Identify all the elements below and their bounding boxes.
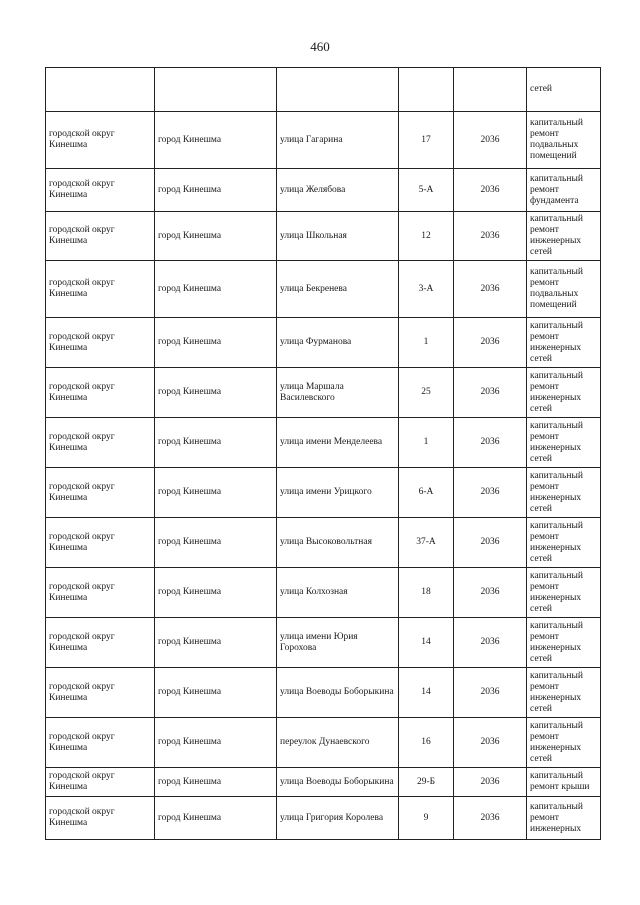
municipality-cell: городской округ Кинешма bbox=[46, 797, 155, 840]
locality-cell: город Кинешма bbox=[155, 768, 277, 797]
house-number-cell: 12 bbox=[399, 212, 454, 261]
municipality-cell: городской округ Кинешма bbox=[46, 468, 155, 518]
work-type-cell: сетей bbox=[527, 68, 601, 112]
municipality-cell: городской округ Кинешма bbox=[46, 768, 155, 797]
locality-cell: город Кинешма bbox=[155, 518, 277, 568]
table-row bbox=[46, 468, 601, 518]
municipality-cell: городской округ Кинешма bbox=[46, 368, 155, 418]
municipality-cell: городской округ Кинешма bbox=[46, 169, 155, 212]
house-number-cell: 1 bbox=[399, 418, 454, 468]
year-cell: 2036 bbox=[454, 368, 527, 418]
locality-cell: город Кинешма bbox=[155, 568, 277, 618]
municipality-cell: городской округ Кинешма bbox=[46, 518, 155, 568]
street-cell: улица Воеводы Боборыкина bbox=[277, 768, 399, 797]
table-row bbox=[46, 261, 601, 318]
work-type-cell: капитальный ремонт инженерных сетей bbox=[527, 668, 601, 718]
street-cell: улица Маршала Василевского bbox=[277, 368, 399, 418]
street-cell: улица Желябова bbox=[277, 169, 399, 212]
locality-cell: город Кинешма bbox=[155, 112, 277, 169]
work-type-cell: капитальный ремонт инженерных сетей bbox=[527, 212, 601, 261]
page-number: 460 bbox=[310, 39, 330, 54]
table-row-continuation bbox=[46, 68, 601, 112]
work-type-cell: капитальный ремонт инженерных сетей bbox=[527, 318, 601, 368]
work-type-cell: капитальный ремонт инженерных сетей bbox=[527, 468, 601, 518]
street-cell: улица Фурманова bbox=[277, 318, 399, 368]
year-cell: 2036 bbox=[454, 618, 527, 668]
street-cell: улица Бекренева bbox=[277, 261, 399, 318]
work-type-cell: капитальный ремонт инженерных сетей bbox=[527, 718, 601, 768]
table-row bbox=[46, 568, 601, 618]
house-number-cell: 3-А bbox=[399, 261, 454, 318]
street-cell: улица Колхозная bbox=[277, 568, 399, 618]
locality-cell: город Кинешма bbox=[155, 797, 277, 840]
locality-cell: город Кинешма bbox=[155, 368, 277, 418]
locality-cell: город Кинешма bbox=[155, 668, 277, 718]
house-number-cell: 25 bbox=[399, 368, 454, 418]
year-cell: 2036 bbox=[454, 212, 527, 261]
municipality-cell: городской округ Кинешма bbox=[46, 318, 155, 368]
table-row bbox=[46, 112, 601, 169]
street-cell: переулок Дунаевского bbox=[277, 718, 399, 768]
house-number-cell: 14 bbox=[399, 618, 454, 668]
table-row bbox=[46, 212, 601, 261]
year-cell: 2036 bbox=[454, 112, 527, 169]
municipality-cell: городской округ Кинешма bbox=[46, 261, 155, 318]
municipality-cell: городской округ Кинешма bbox=[46, 668, 155, 718]
table-row bbox=[46, 418, 601, 468]
street-cell bbox=[277, 68, 399, 112]
house-number-cell: 29-Б bbox=[399, 768, 454, 797]
municipality-cell: городской округ Кинешма bbox=[46, 718, 155, 768]
street-cell: улица Гагарина bbox=[277, 112, 399, 169]
year-cell: 2036 bbox=[454, 568, 527, 618]
locality-cell: город Кинешма bbox=[155, 261, 277, 318]
locality-cell: город Кинешма bbox=[155, 418, 277, 468]
street-cell: улица Григория Королева bbox=[277, 797, 399, 840]
work-type-cell: капитальный ремонт подвальных помещений bbox=[527, 112, 601, 169]
street-cell: улица Высоковольтная bbox=[277, 518, 399, 568]
municipality-cell bbox=[46, 68, 155, 112]
house-number-cell: 17 bbox=[399, 112, 454, 169]
year-cell: 2036 bbox=[454, 518, 527, 568]
house-number-cell: 1 bbox=[399, 318, 454, 368]
locality-cell: город Кинешма bbox=[155, 212, 277, 261]
year-cell: 2036 bbox=[454, 768, 527, 797]
locality-cell: город Кинешма bbox=[155, 169, 277, 212]
street-cell: улица имени Менделеева bbox=[277, 418, 399, 468]
municipality-cell: городской округ Кинешма bbox=[46, 618, 155, 668]
table-row bbox=[46, 668, 601, 718]
year-cell: 2036 bbox=[454, 318, 527, 368]
table-row bbox=[46, 718, 601, 768]
house-number-cell: 16 bbox=[399, 718, 454, 768]
street-cell: улица Воеводы Боборыкина bbox=[277, 668, 399, 718]
street-cell: улица Школьная bbox=[277, 212, 399, 261]
house-number-cell: 18 bbox=[399, 568, 454, 618]
locality-cell: город Кинешма bbox=[155, 718, 277, 768]
street-cell: улица имени Урицкого bbox=[277, 468, 399, 518]
table-row bbox=[46, 618, 601, 668]
house-number-cell: 14 bbox=[399, 668, 454, 718]
house-number-cell: 9 bbox=[399, 797, 454, 840]
table-row bbox=[46, 318, 601, 368]
housing-repair-table bbox=[45, 67, 601, 840]
house-number-cell bbox=[399, 68, 454, 112]
year-cell: 2036 bbox=[454, 169, 527, 212]
work-type-cell: капитальный ремонт фундамента bbox=[527, 169, 601, 212]
work-type-cell: капитальный ремонт инженерных сетей bbox=[527, 518, 601, 568]
house-number-cell: 37-А bbox=[399, 518, 454, 568]
work-type-cell: капитальный ремонт инженерных сетей bbox=[527, 368, 601, 418]
work-type-cell: капитальный ремонт инженерных сетей bbox=[527, 568, 601, 618]
work-type-cell: капитальный ремонт крыши bbox=[527, 768, 601, 797]
table-row bbox=[46, 768, 601, 797]
work-type-cell: капитальный ремонт подвальных помещений bbox=[527, 261, 601, 318]
house-number-cell: 6-А bbox=[399, 468, 454, 518]
table-row bbox=[46, 169, 601, 212]
work-type-cell: капитальный ремонт инженерных сетей bbox=[527, 418, 601, 468]
table-row bbox=[46, 518, 601, 568]
year-cell: 2036 bbox=[454, 418, 527, 468]
locality-cell: город Кинешма bbox=[155, 318, 277, 368]
street-cell: улица имени Юрия Горохова bbox=[277, 618, 399, 668]
locality-cell: город Кинешма bbox=[155, 618, 277, 668]
year-cell: 2036 bbox=[454, 668, 527, 718]
year-cell: 2036 bbox=[454, 468, 527, 518]
municipality-cell: городской округ Кинешма bbox=[46, 112, 155, 169]
table-row bbox=[46, 797, 601, 840]
year-cell: 2036 bbox=[454, 261, 527, 318]
year-cell bbox=[454, 68, 527, 112]
municipality-cell: городской округ Кинешма bbox=[46, 568, 155, 618]
table-row bbox=[46, 368, 601, 418]
municipality-cell: городской округ Кинешма bbox=[46, 212, 155, 261]
house-number-cell: 5-А bbox=[399, 169, 454, 212]
year-cell: 2036 bbox=[454, 797, 527, 840]
work-type-cell: капитальный ремонт инженерных bbox=[527, 797, 601, 840]
work-type-cell: капитальный ремонт инженерных сетей bbox=[527, 618, 601, 668]
locality-cell: город Кинешма bbox=[155, 468, 277, 518]
year-cell: 2036 bbox=[454, 718, 527, 768]
locality-cell bbox=[155, 68, 277, 112]
municipality-cell: городской округ Кинешма bbox=[46, 418, 155, 468]
